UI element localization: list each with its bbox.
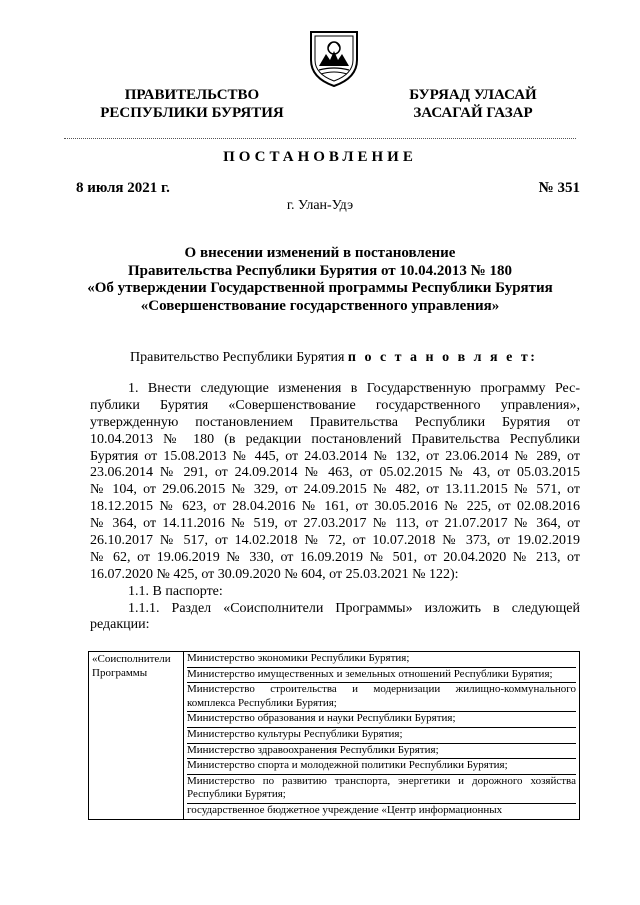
table-label-line: Программы <box>92 666 148 679</box>
intro-text: Правительство Республики Бурятия <box>130 350 348 365</box>
intro-verb: п о с т а н о в л я е т: <box>347 350 538 365</box>
paragraph-line: 26.10.2017 № 517, от 14.02.2018 № 72, от 10.07.2018 № 373, от 19.02.2019 <box>90 533 580 549</box>
government-name-russian <box>92 86 292 122</box>
table-entries-cell <box>184 652 580 820</box>
paragraph-line: 16.07.2020 № 425, от 30.09.2020 № 604, от 25.03.2021 № 122): <box>90 566 459 582</box>
header-right-line1: БУРЯАД УЛАСАЙ <box>409 87 537 103</box>
coexecutors-table <box>88 651 580 820</box>
table-entry: Министерство имущественных и земельных отношений Республики Бурятия; <box>187 668 576 684</box>
document-number: № 351 <box>538 180 580 196</box>
paragraph-line: 23.06.2014 № 291, от 24.09.2014 № 463, от 05.02.2015 № 43, от 05.03.2015 <box>90 465 580 481</box>
table-row <box>89 652 580 820</box>
paragraph-line: № 104, от 29.06.2015 № 329, от 24.09.2015 № 482, от 13.11.2015 № 571, от <box>90 482 580 498</box>
paragraph-line: № 62, от 19.06.2019 № 330, от 16.09.2019 № 501, от 20.04.2020 № 213, от <box>90 549 580 565</box>
title-line: «Об утверждении Государственной программы Республики Бурятия <box>87 280 553 296</box>
document-body <box>90 381 580 634</box>
header-left-line2: РЕСПУБЛИКИ БУРЯТИЯ <box>100 105 284 121</box>
title-line: О внесении изменений в постановление <box>184 245 456 261</box>
table-entry: Министерство по развитию транспорта, энергетики и дорожного хозяйства Республики Бурятия; <box>187 775 576 804</box>
table-entry: Министерство здравоохранения Республики Бурятия; <box>187 744 576 760</box>
table-label-line: «Соисполнители <box>92 653 171 665</box>
item-1-1-1: 1.1.1. Раздел «Соисполнители Программы» изложить в следующей <box>128 600 580 616</box>
paragraph-line: 10.04.2013 № 180 (в редакции постановлений Правительства Республики <box>90 431 580 447</box>
table-entry: Министерство строительства и модернизации жилищно-коммунального комплекса Республики Бурятия; <box>187 683 576 712</box>
table-entry: государственное бюджетное учреждение «Центр информационных <box>187 803 503 816</box>
document-date: 8 июля 2021 г. <box>76 180 170 196</box>
paragraph-line: утвержденную постановлением Правительства Республики Бурятия от <box>90 414 580 430</box>
item-1-1: 1.1. В паспорте: <box>128 583 223 599</box>
title-line: «Совершенствование государственного управления» <box>140 297 500 314</box>
resolution-intro <box>130 350 537 366</box>
paragraph-line: № 364, от 14.11.2016 № 519, от 27.03.2017 № 113, от 21.07.2017 № 364, от <box>90 516 580 532</box>
document-type: ПОСТАНОВЛЕНИЕ <box>223 149 417 165</box>
government-name-buryat <box>393 86 553 122</box>
paragraph-line: 1. Внести следующие изменения в Государственную программу Рес- <box>128 381 580 396</box>
table-entry: Министерство образования и науки Республики Бурятия; <box>187 712 576 728</box>
table-entry: Министерство спорта и молодежной политики Республики Бурятия; <box>187 759 576 775</box>
buryatia-coat-of-arms-icon <box>307 26 361 88</box>
document-title <box>60 245 580 315</box>
paragraph-line: публики Бурятия «Совершенствование государственного управления», <box>90 397 580 413</box>
table-entry: Министерство культуры Республики Бурятия; <box>187 728 576 744</box>
title-line: Правительства Республики Бурятия от 10.04.2013 № 180 <box>127 262 512 279</box>
table-entry: Министерство экономики Республики Бурятия; <box>187 652 576 668</box>
item-1-1-1-cont: редакции: <box>90 617 150 633</box>
paragraph-line: 18.12.2015 № 623, от 28.04.2016 № 161, от 30.05.2016 № 225, от 02.08.2016 <box>90 499 580 515</box>
table-label-cell <box>89 652 184 820</box>
document-city: г. Улан-Удэ <box>286 198 354 213</box>
paragraph-line: Бурятия от 15.08.2013 № 445, от 24.03.2014 № 132, от 23.06.2014 № 289, от <box>90 448 580 464</box>
header-divider <box>64 138 576 139</box>
header-right-line2: ЗАСАГАЙ ГАЗАР <box>413 105 533 121</box>
header-left-line1: ПРАВИТЕЛЬСТВО <box>124 87 260 103</box>
